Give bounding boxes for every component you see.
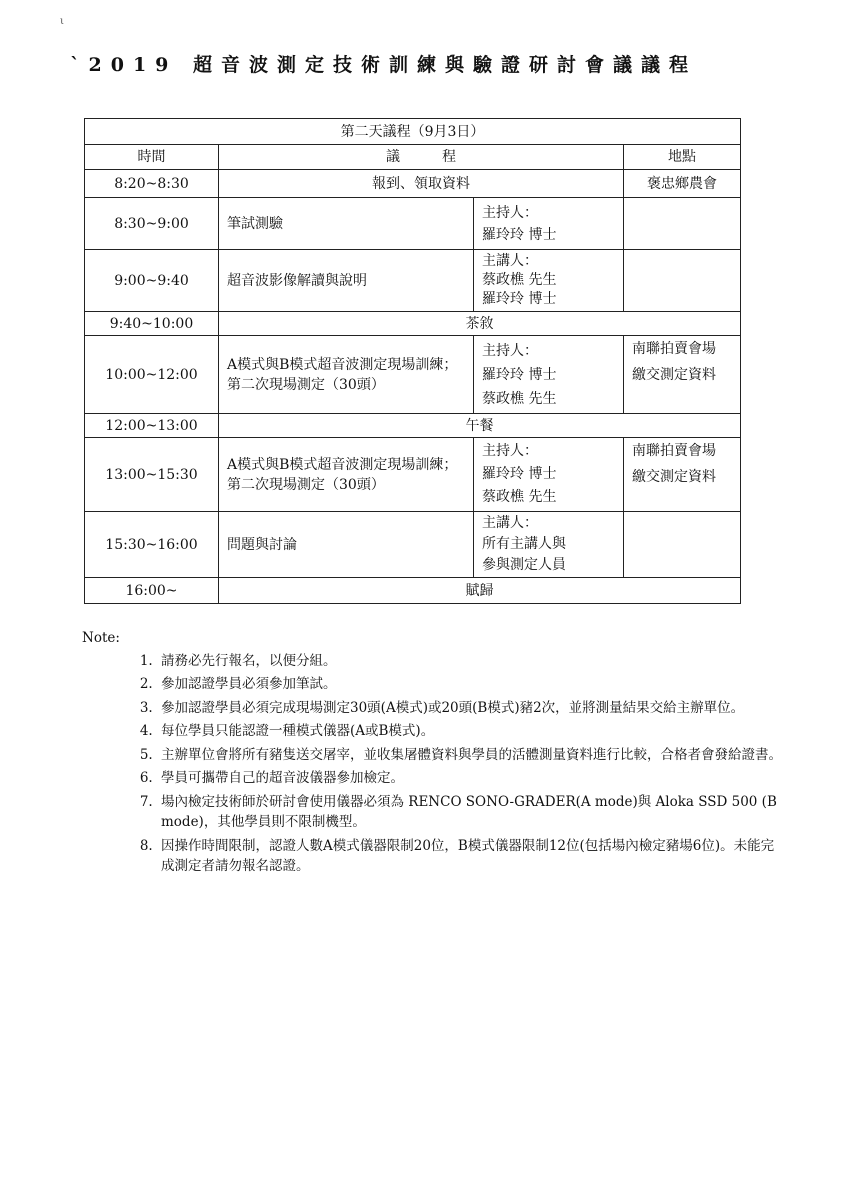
row-topic: A模式與B模式超音波測定現場訓練；第二次現場測定（30頭） [219,336,474,414]
people-name: 羅玲玲 博士 [482,366,557,383]
people-role: 主講人： [482,515,538,531]
row-location: 褒忠鄉農會 [624,170,741,198]
scan-mark: ι [60,16,64,27]
row-agenda: 報到、領取資料 [219,170,624,198]
note-item: 2. 參加認證學員必須參加筆試。 [157,674,782,695]
people-name: 所有主講人與 [482,536,566,552]
table-caption-row [85,119,741,145]
header-location: 地點 [624,145,741,170]
people-name: 羅玲玲 博士 [482,226,557,243]
table-header-row [85,145,741,170]
people-role: 主持人： [482,443,538,459]
row-location [624,250,741,312]
people-name: 羅玲玲 博士 [482,291,557,307]
row-agenda: 茶敘 [219,312,741,336]
people-name: 蔡政樵 先生 [482,272,557,288]
row-topic: 問題與討論 [219,512,474,578]
note-item: 6. 學員可攜帶自己的超音波儀器參加檢定。 [157,768,782,789]
header-time: 時間 [85,145,219,170]
agenda-table [84,118,741,604]
row-topic: A模式與B模式超音波測定現場訓練；第二次現場測定（30頭） [219,438,474,512]
row-people [474,198,624,250]
table-row [85,336,741,414]
people-name: 蔡政樵 先生 [482,489,557,505]
table-row [85,414,741,438]
people-role: 主持人： [482,204,538,221]
row-location [624,198,741,250]
header-agenda: 議 程 [219,145,624,170]
row-time: 8:20~8:30 [85,170,219,198]
people-role: 主持人： [482,342,538,359]
table-row [85,170,741,198]
note-item: 7. 場內檢定技術師於研討會使用儀器必須為 RENCO SONO-GRADER(A mode)與 Aloka SSD 500 (B mode)，其他學員則不限制機型。 [157,792,782,833]
notes-label: Note: [82,630,120,646]
row-topic: 超音波影像解讀與說明 [219,250,474,312]
location-line: 南聯拍賣會場 [632,341,716,357]
row-agenda: 午餐 [219,414,741,438]
row-time: 9:00~9:40 [85,250,219,312]
row-location [624,512,741,578]
note-item: 3. 參加認證學員必須完成現場測定30頭(A模式)或20頭(B模式)豬2次，並將測量結果交給主辦單位。 [157,698,782,719]
row-time: 9:40~10:00 [85,312,219,336]
people-name: 羅玲玲 博士 [482,466,557,482]
table-row [85,578,741,604]
table-row [85,198,741,250]
note-item: 5. 主辦單位會將所有豬隻送交屠宰，並收集屠體資料與學員的活體測量資料進行比較，合格者會發給證書。 [157,745,782,766]
table-row [85,250,741,312]
notes-section [82,628,782,880]
row-people [474,438,624,512]
page-title: `2019 超音波測定技術訓練與驗證研討會議議程 [70,54,697,76]
table-caption: 第二天議程（9月3日） [85,119,741,145]
row-time: 15:30~16:00 [85,512,219,578]
row-people [474,336,624,414]
notes-list [82,651,782,877]
row-time: 10:00~12:00 [85,336,219,414]
row-time: 12:00~13:00 [85,414,219,438]
location-line: 繳交測定資料 [632,367,716,383]
table-row [85,512,741,578]
table-row [85,312,741,336]
note-item: 8. 因操作時間限制，認證人數A模式儀器限制20位，B模式儀器限制12位(包括場內檢定豬場6位)。未能完成測定者請勿報名認證。 [157,836,782,877]
people-name: 參與測定人員 [482,557,566,573]
row-time: 8:30~9:00 [85,198,219,250]
row-topic: 筆試測驗 [219,198,474,250]
row-location [624,438,741,512]
row-location [624,336,741,414]
note-item: 1. 請務必先行報名，以便分組。 [157,651,782,672]
note-item: 4. 每位學員只能認證一種模式儀器(A或B模式)。 [157,721,782,742]
row-agenda: 賦歸 [219,578,741,604]
row-time: 16:00~ [85,578,219,604]
row-people [474,512,624,578]
location-line: 南聯拍賣會場 [632,443,716,459]
table-row [85,438,741,512]
row-time: 13:00~15:30 [85,438,219,512]
location-line: 繳交測定資料 [632,469,716,485]
row-people [474,250,624,312]
people-role: 主講人： [482,253,538,269]
people-name: 蔡政樵 先生 [482,390,557,407]
